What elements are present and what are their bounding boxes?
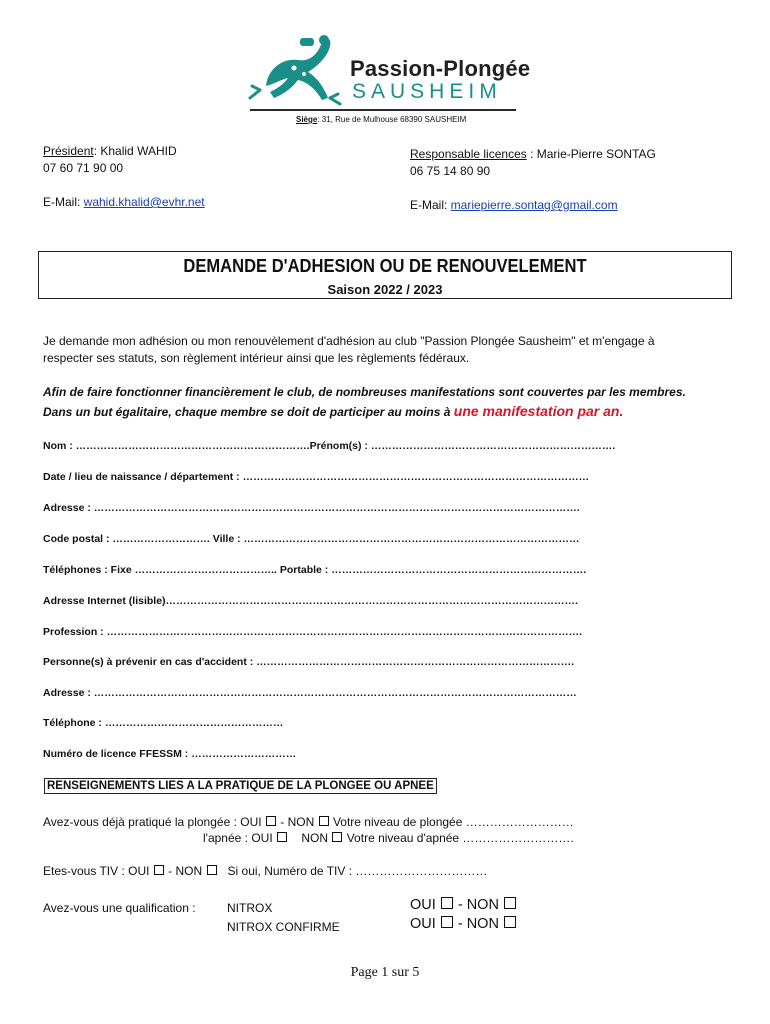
- tiv-number[interactable]: Si oui, Numéro de TIV : ……………………………: [227, 864, 488, 878]
- field-naissance[interactable]: Date / lieu de naissance / département : ………………………………………………………………………………………: [43, 471, 590, 483]
- intro-italic-2: [43, 403, 623, 419]
- siege-label: Siège: [296, 115, 318, 124]
- intro-line-2: respecter ses statuts, son règlement intérieur ainsi que les règlements fédéraux.: [43, 351, 470, 365]
- intro-italic-1: Afin de faire fonctionner financièrement le club, de nombreuses manifestations sont couvertes par les membres.: [43, 385, 686, 399]
- field-adresse[interactable]: Adresse : ………………………………………………………………………………………………………………………….: [43, 502, 580, 514]
- field-adresse-internet[interactable]: Adresse Internet (lisible)……………………………………………………………………………………………………….: [43, 595, 578, 607]
- nitrox-non-checkbox[interactable]: [504, 897, 516, 909]
- tiv-non-checkbox[interactable]: [207, 865, 217, 875]
- intro-line-1: Je demande mon adhésion ou mon renouvèlement d'adhésion au club "Passion Plongée Sausheim" et m'engage à: [43, 334, 655, 348]
- apnee-non-label: NON: [301, 831, 329, 845]
- tiv-question-line: [43, 864, 487, 878]
- president-phone: 07 60 71 90 00: [43, 161, 124, 175]
- section-heading: RENSEIGNEMENTS LIES A LA PRATIQUE DE LA PLONGEE OU APNEE: [44, 778, 437, 794]
- page-title: DEMANDE D'ADHESION OU DE RENOUVELEMENT: [183, 256, 587, 276]
- qualification-question: Avez-vous une qualification :: [43, 901, 196, 915]
- president-email-line: [43, 195, 205, 209]
- licences-email-link[interactable]: mariepierre.sontag@gmail.com: [450, 198, 618, 212]
- president-line: [43, 144, 177, 158]
- brand-city: SAUSHEIM: [352, 80, 502, 103]
- apnee-question: l'apnée : OUI: [203, 831, 273, 845]
- brand-name: Passion-Plongée: [350, 56, 531, 81]
- nitrox-oui-label: OUI: [410, 897, 436, 913]
- licences-phone: 06 75 14 80 90: [410, 164, 491, 178]
- plongee-question-line: [43, 815, 574, 829]
- tiv-question: Etes-vous TIV : OUI: [43, 864, 150, 878]
- plongee-question: Avez-vous déjà pratiqué la plongée : OUI: [43, 815, 262, 829]
- nitrox-confirme-oui-label: OUI: [410, 916, 436, 932]
- intro-italic-2-text: Dans un but égalitaire, chaque membre se doit de participer au moins à: [43, 405, 454, 419]
- president-label: Président: [43, 144, 94, 158]
- apnee-oui-checkbox[interactable]: [277, 832, 287, 842]
- plongee-non-checkbox[interactable]: [319, 816, 329, 826]
- page-number: Page 1 sur 5: [350, 965, 420, 980]
- tiv-oui-checkbox[interactable]: [154, 865, 164, 875]
- plongee-oui-checkbox[interactable]: [266, 816, 276, 826]
- field-telephone-contact[interactable]: Téléphone : ……………………………………………: [43, 717, 284, 729]
- nitrox-confirme-label: NITROX CONFIRME: [227, 920, 340, 934]
- title-box: [38, 251, 732, 299]
- licences-label: Responsable licences: [410, 147, 527, 161]
- nitrox-confirme-non-label: - NON: [457, 916, 499, 932]
- nitrox-oui-checkbox[interactable]: [441, 897, 453, 909]
- licences-line: [410, 147, 656, 161]
- siege-address-text: : 31, Rue de Mulhouse 68390 SAUSHEIM: [317, 115, 467, 124]
- nitrox-label: NITROX: [227, 901, 273, 915]
- plongee-level[interactable]: Votre niveau de plongée ………………………: [332, 815, 574, 829]
- nitrox-confirme-non-checkbox[interactable]: [504, 916, 516, 928]
- frog-diver-icon: [248, 28, 348, 108]
- licences-email-label: E-Mail:: [410, 198, 451, 212]
- president-name: : Khalid WAHID: [93, 144, 177, 158]
- apnee-question-line: [203, 831, 574, 845]
- president-email-link[interactable]: wahid.khalid@evhr.net: [83, 195, 205, 209]
- nitrox-confirme-options: [410, 916, 517, 932]
- president-email-label: E-Mail:: [43, 195, 84, 209]
- nitrox-non-label: - NON: [457, 897, 499, 913]
- intro-highlight: une manifestation par an.: [453, 403, 624, 419]
- nitrox-options: [410, 897, 517, 913]
- siege-address: [296, 115, 466, 124]
- field-code-postal-ville[interactable]: Code postal : ………………………. Ville : ……………………………………………………………………………………: [43, 533, 580, 545]
- field-nom-prenom[interactable]: Nom : ………………………………………………………….Prénom(s) : …………………………………………………………….: [43, 440, 616, 452]
- field-licence[interactable]: Numéro de licence FFESSM : …………………………: [43, 748, 297, 760]
- plongee-non-label: - NON: [280, 815, 315, 829]
- apnee-level[interactable]: Votre niveau d'apnée ……………………….: [346, 831, 574, 845]
- field-adresse-contact[interactable]: Adresse : …………………………………………………………………………………………………………………………: [43, 687, 577, 699]
- tiv-non-label: - NON: [168, 864, 203, 878]
- field-telephones[interactable]: Téléphones : Fixe ………………………………….. Portable : ……………………………………………………………….: [43, 564, 587, 576]
- field-personne-prevenir[interactable]: Personne(s) à prévenir en cas d'accident : ……………………………………………………………………………….: [43, 656, 575, 668]
- licences-name: : Marie-Pierre SONTAG: [526, 147, 656, 161]
- licences-email-line: [410, 198, 618, 212]
- season-subtitle: Saison 2022 / 2023: [327, 282, 443, 297]
- nitrox-confirme-oui-checkbox[interactable]: [441, 916, 453, 928]
- field-profession[interactable]: Profession : ……………………………………………………………………………………………………………………….: [43, 626, 583, 638]
- apnee-non-checkbox[interactable]: [332, 832, 342, 842]
- header-rule: [250, 109, 516, 111]
